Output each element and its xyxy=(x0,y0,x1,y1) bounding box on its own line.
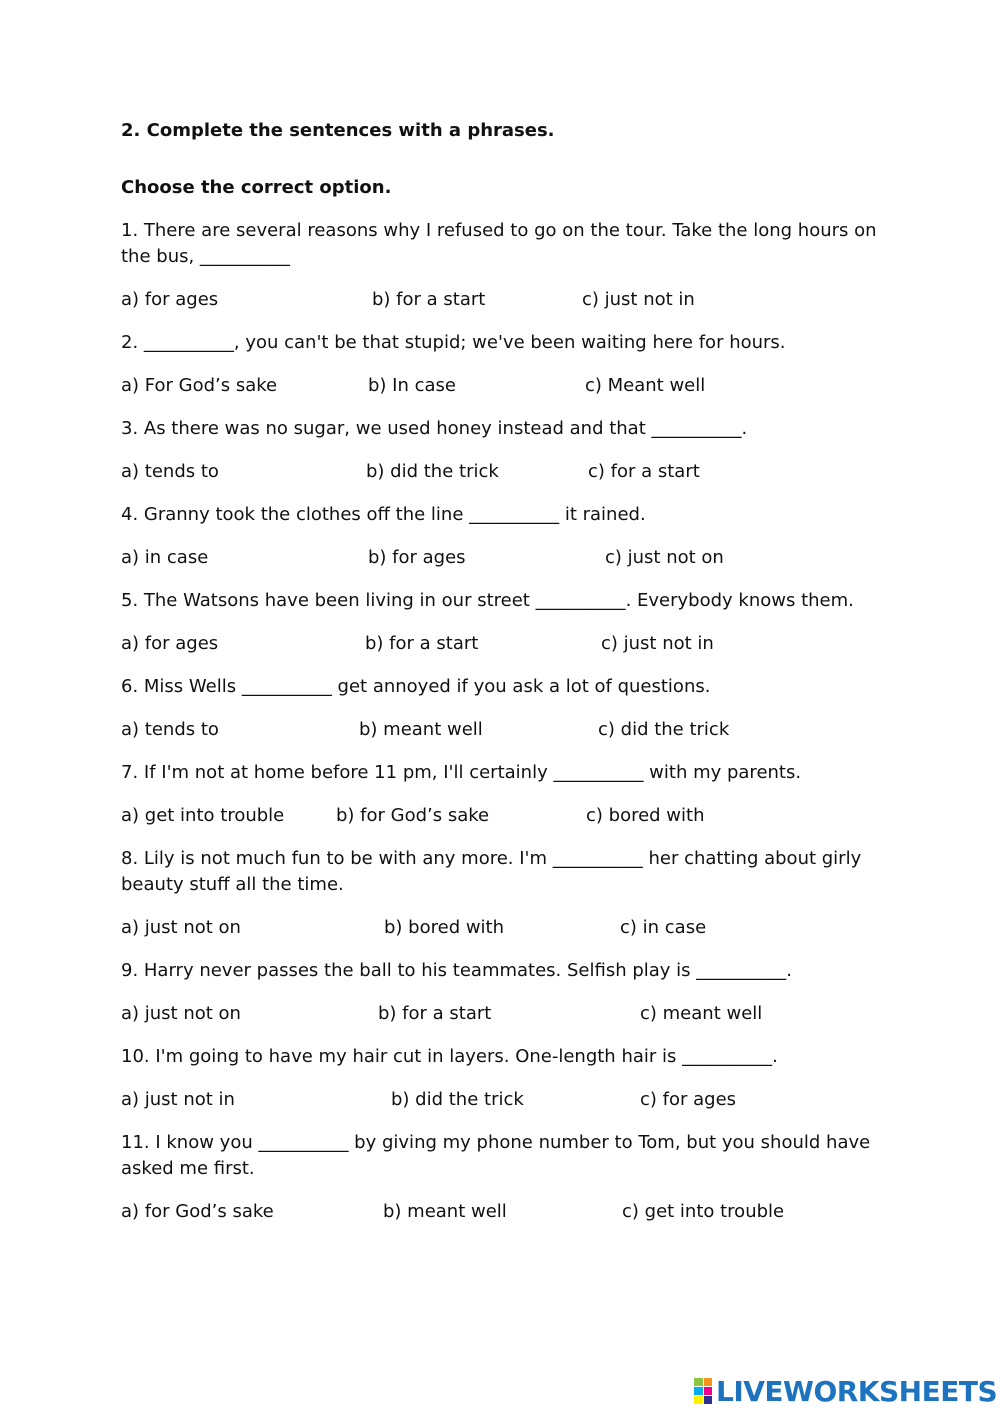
question-text: 1. There are several reasons why I refused to go on the tour. Take the long hours on the bus, __________ xyxy=(121,220,877,267)
answer-options xyxy=(121,803,901,829)
answer-options xyxy=(121,915,901,941)
option-b[interactable]: b) did the trick xyxy=(366,461,499,482)
option-c[interactable]: c) for a start xyxy=(588,461,700,482)
option-a[interactable]: a) For God’s sake xyxy=(121,375,278,396)
question-text: 11. I know you __________ by giving my phone number to Tom, but you should have asked me first. xyxy=(121,1132,871,1179)
question-text: 3. As there was no sugar, we used honey instead and that __________. xyxy=(121,418,748,439)
question-3 xyxy=(121,416,901,485)
option-a[interactable]: a) get into trouble xyxy=(121,805,285,826)
worksheet xyxy=(121,118,901,1242)
option-b[interactable]: b) meant well xyxy=(383,1201,507,1222)
question-text: 5. The Watsons have been living in our street __________. Everybody knows them. xyxy=(121,590,854,611)
option-b[interactable]: b) meant well xyxy=(359,719,483,740)
option-a[interactable]: a) in case xyxy=(121,547,209,568)
question-text: 9. Harry never passes the ball to his teammates. Selfish play is __________. xyxy=(121,960,792,981)
question-1 xyxy=(121,218,901,313)
question-text: 6. Miss Wells __________ get annoyed if you ask a lot of questions. xyxy=(121,676,711,697)
question-8 xyxy=(121,846,901,941)
option-b[interactable]: b) In case xyxy=(368,375,456,396)
question-10 xyxy=(121,1044,901,1113)
option-a[interactable]: a) just not on xyxy=(121,1003,241,1024)
option-a[interactable]: a) for ages xyxy=(121,289,219,310)
option-c[interactable]: c) Meant well xyxy=(585,375,706,396)
option-c[interactable]: c) for ages xyxy=(640,1089,737,1110)
option-b[interactable]: b) for a start xyxy=(365,633,479,654)
question-6 xyxy=(121,674,901,743)
question-5 xyxy=(121,588,901,657)
question-text: 10. I'm going to have my hair cut in layers. One-length hair is __________. xyxy=(121,1046,778,1067)
option-b[interactable]: b) bored with xyxy=(384,917,505,938)
exercise-heading: 2. Complete the sentences with a phrases. xyxy=(121,120,555,141)
question-4 xyxy=(121,502,901,571)
answer-options xyxy=(121,1199,901,1225)
option-c[interactable]: c) meant well xyxy=(640,1003,763,1024)
answer-options xyxy=(121,717,901,743)
answer-options xyxy=(121,631,901,657)
option-a[interactable]: a) tends to xyxy=(121,719,219,740)
logo-tile xyxy=(694,1396,703,1404)
option-c[interactable]: c) just not in xyxy=(601,633,714,654)
option-a[interactable]: a) tends to xyxy=(121,461,219,482)
question-text: 8. Lily is not much fun to be with any more. I'm __________ her chatting about girly beauty stuff all the time. xyxy=(121,848,862,895)
answer-options xyxy=(121,373,901,399)
answer-options xyxy=(121,287,901,313)
answer-options xyxy=(121,1001,901,1027)
option-b[interactable]: b) for a start xyxy=(372,289,486,310)
question-9 xyxy=(121,958,901,1027)
question-7 xyxy=(121,760,901,829)
option-c[interactable]: c) get into trouble xyxy=(622,1201,785,1222)
option-b[interactable]: b) for ages xyxy=(368,547,466,568)
option-b[interactable]: b) for a start xyxy=(378,1003,492,1024)
option-b[interactable]: b) did the trick xyxy=(391,1089,524,1110)
question-text: 7. If I'm not at home before 11 pm, I'll certainly __________ with my parents. xyxy=(121,762,802,783)
option-a[interactable]: a) just not in xyxy=(121,1089,235,1110)
answer-options xyxy=(121,545,901,571)
logo-tile xyxy=(704,1378,713,1386)
option-c[interactable]: c) did the trick xyxy=(598,719,730,740)
option-a[interactable]: a) for ages xyxy=(121,633,219,654)
option-a[interactable]: a) just not on xyxy=(121,917,241,938)
question-11 xyxy=(121,1130,901,1225)
exercise-instruction: Choose the correct option. xyxy=(121,177,392,198)
option-c[interactable]: c) bored with xyxy=(586,805,705,826)
option-c[interactable]: c) just not in xyxy=(582,289,695,310)
question-text: 2. __________, you can't be that stupid; we've been waiting here for hours. xyxy=(121,332,786,353)
option-b[interactable]: b) for God’s sake xyxy=(336,805,490,826)
liveworksheets-logo-icon xyxy=(694,1378,712,1404)
logo-tile xyxy=(704,1387,713,1395)
question-text: 4. Granny took the clothes off the line __________ it rained. xyxy=(121,504,646,525)
option-a[interactable]: a) for God’s sake xyxy=(121,1201,274,1222)
logo-text: LIVEWORKSHEETS xyxy=(716,1374,998,1408)
logo-tile xyxy=(694,1378,703,1386)
logo-tile xyxy=(694,1387,703,1395)
option-c[interactable]: c) in case xyxy=(620,917,707,938)
answer-options xyxy=(121,459,901,485)
question-2 xyxy=(121,330,901,399)
option-c[interactable]: c) just not on xyxy=(605,547,724,568)
answer-options xyxy=(121,1087,901,1113)
liveworksheets-logo xyxy=(694,1374,997,1408)
logo-tile xyxy=(704,1396,713,1404)
